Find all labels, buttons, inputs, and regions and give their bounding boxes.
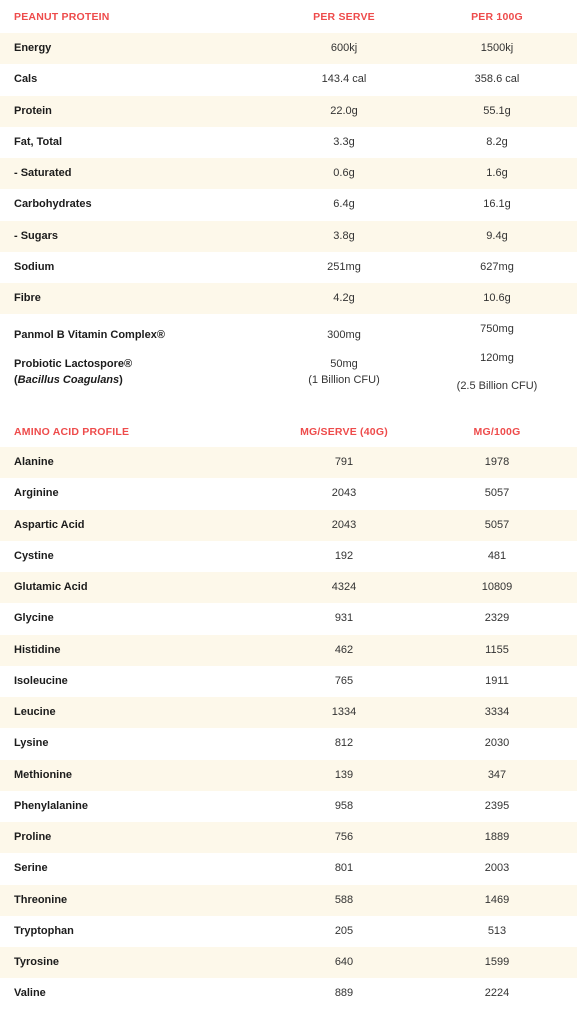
nutrition-row (0, 127, 577, 158)
amino-row-per-serve: 462 (334, 643, 354, 656)
amino-row-per-100g: 2224 (484, 987, 510, 1000)
amino-row-per-100g: 1978 (484, 456, 510, 468)
nutrition-row-per-100g: 10.6g (483, 292, 511, 304)
amino-row-name: Methionine (14, 768, 73, 781)
amino-row-per-100g: 1889 (484, 831, 510, 843)
nutrition-row (0, 158, 577, 189)
amino-row-per-100g: 5057 (484, 487, 510, 500)
amino-row-name: Glycine (14, 612, 54, 625)
amino-row-per-serve: 588 (334, 893, 354, 906)
probiotic-per100-line1: 120mg (480, 352, 514, 364)
amino-row-name: Histidine (14, 643, 61, 656)
amino-row-name: Proline (14, 831, 52, 843)
amino-row-name: Phenylalanine (14, 799, 88, 812)
amino-row-per-serve: 756 (334, 831, 354, 843)
nutrition-row-per-serve: 143.4 cal (321, 73, 367, 86)
nutrition-row-name: - Saturated (14, 167, 72, 179)
panmol-serve: 300mg (327, 329, 361, 341)
amino-row-name: Serine (14, 862, 48, 875)
nutrition-row (0, 64, 577, 95)
amino-row-per-100g: 5057 (484, 518, 510, 531)
amino-row-name: Leucine (14, 706, 56, 718)
nutrition-row-per-100g: 1.6g (486, 167, 508, 179)
amino-row (0, 760, 577, 791)
nutrition-row-name: Fibre (14, 292, 41, 304)
nutrition-row-name: Fat, Total (14, 135, 63, 148)
amino-row-per-serve: 889 (334, 987, 354, 1000)
panmol-per100: 750mg (480, 323, 514, 335)
amino-row-name: Isoleucine (14, 674, 68, 687)
nutrition-row-per-100g: 55.1g (483, 104, 511, 117)
amino-row-name: Aspartic Acid (14, 518, 85, 531)
nutrition-row (0, 189, 577, 220)
nutrition-header-per-100g: PER 100G (471, 11, 523, 23)
amino-row-per-100g: 2030 (484, 737, 510, 750)
probiotic-name-line1: Probiotic Lactospore® (14, 358, 133, 370)
amino-row (0, 978, 577, 1009)
nutrition-row-per-serve: 600kj (330, 42, 358, 54)
nutrition-row-name: - Sugars (14, 229, 59, 242)
probiotic-serve-line2: (1 Billion CFU) (308, 374, 380, 386)
amino-row (0, 478, 577, 509)
nutrition-row-name: Protein (14, 104, 52, 117)
nutrition-row-per-100g: 1500kj (480, 42, 514, 54)
amino-row-per-100g: 2395 (484, 799, 510, 812)
amino-row (0, 666, 577, 697)
amino-row-name: Glutamic Acid (14, 581, 88, 593)
nutrition-row-per-100g: 358.6 cal (474, 73, 520, 86)
amino-row-per-100g: 1155 (485, 643, 509, 656)
amino-row (0, 697, 577, 728)
amino-row (0, 541, 577, 572)
amino-row (0, 822, 577, 853)
amino-row (0, 572, 577, 603)
amino-row-name: Arginine (14, 487, 59, 500)
nutrition-row-per-100g: 16.1g (483, 198, 511, 211)
amino-row (0, 853, 577, 884)
nutrition-row (0, 33, 577, 64)
amino-row-name: Lysine (14, 737, 49, 750)
nutrition-row-per-serve: 3.3g (333, 135, 355, 148)
amino-row-name: Cystine (14, 549, 54, 562)
amino-row (0, 635, 577, 666)
amino-row-per-serve: 2043 (331, 487, 357, 500)
nutrition-row (0, 221, 577, 252)
amino-row-name: Alanine (14, 456, 54, 468)
amino-row (0, 728, 577, 759)
nutrition-row-name: Sodium (14, 260, 55, 273)
amino-row (0, 510, 577, 541)
amino-row (0, 791, 577, 822)
nutrition-row (0, 252, 577, 283)
nutrition-row-per-serve: 0.6g (333, 167, 355, 179)
amino-row-per-100g: 2329 (484, 612, 510, 625)
amino-header-name: AMINO ACID PROFILE (14, 426, 130, 438)
amino-row-per-serve: 931 (334, 612, 354, 625)
amino-row-name: Tryptophan (14, 924, 74, 937)
amino-row-per-serve: 801 (334, 862, 354, 875)
amino-row (0, 916, 577, 947)
amino-row-name: Tyrosine (14, 956, 60, 968)
amino-row (0, 447, 577, 478)
amino-row-per-serve: 2043 (331, 518, 357, 531)
amino-row-name: Threonine (14, 893, 68, 906)
nutrition-row-name: Cals (14, 73, 38, 86)
amino-header-per-serve: MG/SERVE (40G) (300, 426, 388, 438)
nutrition-row (0, 96, 577, 127)
probiotic-serve-line1: 50mg (330, 358, 358, 370)
probiotic-per100-line2: (2.5 Billion CFU) (456, 380, 538, 392)
nutrition-row-name: Carbohydrates (14, 198, 92, 211)
amino-header-per-100g: MG/100G (473, 426, 521, 438)
amino-row-per-100g: 481 (487, 549, 507, 562)
amino-row-per-100g: 1599 (484, 956, 510, 968)
nutrition-row-per-100g: 9.4g (486, 229, 508, 242)
nutrition-header-per-serve: PER SERVE (313, 11, 375, 23)
amino-row-per-100g: 1911 (485, 674, 509, 687)
nutrition-row-per-serve: 251mg (327, 260, 361, 273)
nutrition-row-per-serve: 4.2g (333, 292, 355, 304)
amino-row-per-100g: 2003 (484, 862, 510, 875)
nutrition-row-per-serve: 22.0g (330, 104, 358, 117)
amino-row (0, 603, 577, 634)
amino-row-per-100g: 347 (487, 768, 507, 781)
nutrition-row (0, 283, 577, 314)
nutrition-header-name: PEANUT PROTEIN (14, 11, 110, 23)
amino-row-per-serve: 1334 (331, 706, 357, 718)
amino-row (0, 947, 577, 978)
nutrition-row-per-serve: 3.8g (333, 229, 355, 242)
amino-row-name: Valine (14, 987, 46, 1000)
nutrition-row-name: Energy (14, 42, 52, 54)
amino-row-per-serve: 812 (334, 737, 354, 750)
amino-row-per-100g: 3334 (484, 706, 510, 718)
panmol-name: Panmol B Vitamin Complex® (14, 329, 165, 341)
amino-row-per-serve: 640 (334, 956, 354, 968)
amino-row-per-100g: 513 (487, 924, 507, 937)
amino-row-per-100g: 1469 (484, 893, 510, 906)
amino-row (0, 885, 577, 916)
amino-row-per-serve: 192 (334, 549, 354, 562)
amino-row-per-100g: 10809 (481, 581, 513, 593)
amino-row-per-serve: 791 (334, 456, 354, 468)
nutrition-row-per-100g: 8.2g (486, 135, 508, 148)
nutrition-row-per-100g: 627mg (480, 260, 514, 273)
probiotic-name-line2: (Bacillus Coagulans) (14, 374, 123, 386)
nutrition-row-per-serve: 6.4g (333, 198, 355, 211)
amino-row-per-serve: 139 (334, 768, 354, 781)
amino-row-per-serve: 205 (334, 924, 354, 937)
amino-row-per-serve: 765 (334, 674, 354, 687)
amino-row-per-serve: 958 (334, 799, 354, 812)
amino-row-per-serve: 4324 (331, 581, 357, 593)
